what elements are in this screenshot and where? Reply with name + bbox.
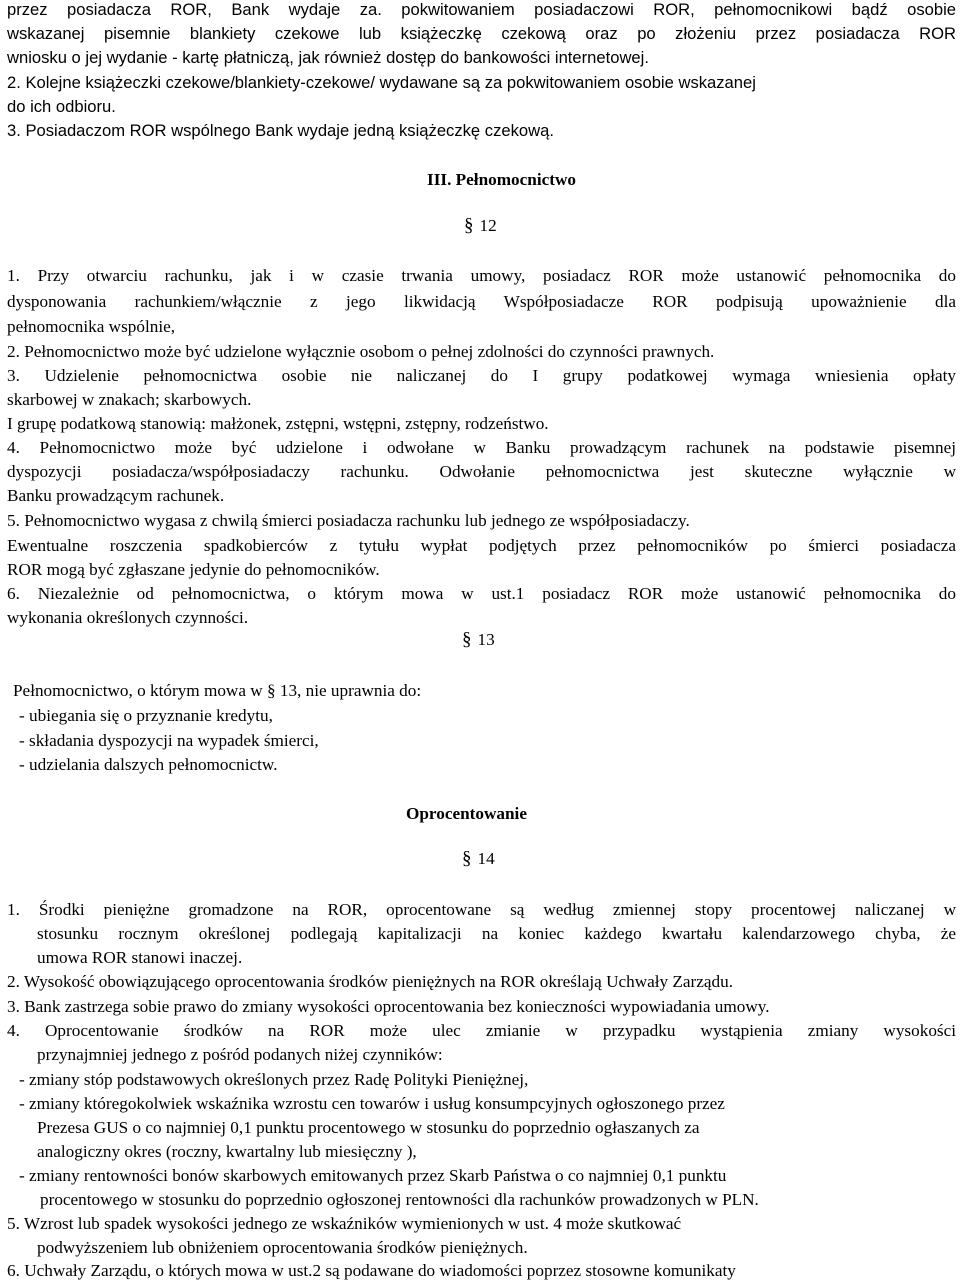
text-line: 4. Pełnomocnictwo może być udzielone i odwołane w Banku prowadzącym rachunek na podstawie pisemnej [7, 438, 956, 457]
text-line: Prezesa GUS o co najmniej 0,1 punktu procentowego w stosunku do poprzednio ogłaszanych za [37, 1118, 700, 1137]
section-heading: Oprocentowanie [406, 804, 527, 823]
text-line: dyspozycji posiadacza/współposiadaczy rachunku. Odwołanie pełnomocnictwa jest skuteczne wyłącznie w [7, 462, 956, 481]
paragraph-number [464, 216, 497, 236]
list-item: - zmiany stóp podstawowych określonych przez Radę Polityki Pieniężnej, [19, 1070, 529, 1089]
section-sign: § [464, 215, 474, 236]
text-line: 6. Niezależnie od pełnomocnictwa, o którym mowa w ust.1 posiadacz ROR może ustanowić pełnomocnika do [7, 584, 956, 603]
text-line: umowa ROR stanowi inaczej. [37, 948, 243, 967]
text-line: 2. Kolejne książeczki czekowe/blankiety-czekowe/ wydawane są za pokwitowaniem osobie wskazanej [7, 73, 756, 92]
text-line: 1. Przy otwarciu rachunku, jak i w czasie trwania umowy, posiadacz ROR może ustanowić pełnomocnika do [7, 266, 956, 285]
list-item: 3. Bank zastrzega sobie prawo do zmiany wysokości oprocentowania bez konieczności wypowiadania umowy. [7, 997, 770, 1016]
list-item: 2. Wysokość obowiązującego oprocentowania środków pieniężnych na ROR określają Uchwały Zarządu. [7, 972, 734, 991]
text-line: 5. Pełnomocnictwo wygasa z chwilą śmierci posiadacza rachunku lub jednego ze współposiadaczy. [7, 511, 690, 530]
section-sign: § [462, 848, 472, 869]
text-line: ROR mogą być zgłaszane jedynie do pełnomocników. [7, 560, 380, 579]
paragraph-number [462, 849, 495, 869]
paragraph-number-value: 12 [479, 216, 497, 235]
text-line: wykonania określonych czynności. [7, 608, 249, 627]
section-heading: III. Pełnomocnictwo [427, 170, 576, 189]
list-item: - udzielania dalszych pełnomocnictw. [19, 755, 278, 774]
text-line: przynajmniej jednego z pośród podanych niżej czynników: [37, 1045, 443, 1064]
paragraph-number-value: 13 [477, 630, 495, 649]
text-line: wskazanej pisemnie blankiety czekowe lub książeczkę czekową oraz po złożeniu przez posiadacza ROR [7, 24, 956, 43]
text-line: Pełnomocnictwo, o którym mowa w § 13, nie uprawnia do: [13, 681, 422, 700]
list-item: - składania dyspozycji na wypadek śmierci, [19, 731, 319, 750]
list-item: 4. Oprocentowanie środków na ROR może ulec zmianie w przypadku wystąpienia zmiany wysokości [7, 1021, 956, 1040]
text-line: 3. Udzielenie pełnomocnictwa osobie nie naliczanej do I grupy podatkowej wymaga wniesienia opłaty [7, 366, 956, 385]
text-line: wniosku o jej wydanie - kartę płatniczą, jak również dostęp do bankowości internetowej. [7, 48, 649, 67]
text-line: I grupę podatkową stanowią: małżonek, zstępni, wstępni, zstępny, rodzeństwo. [7, 414, 549, 433]
text-line: skarbowej w znakach; skarbowych. [7, 390, 252, 409]
text-line: procentowego w stosunku do poprzednio ogłoszonej rentowności dla rachunków prowadzonych w PLN. [40, 1190, 759, 1209]
paragraph-number [462, 630, 495, 650]
text-line: Banku prowadzącym rachunek. [7, 486, 225, 505]
text-line: do ich odbioru. [7, 97, 116, 116]
text-line: pełnomocnika wspólnie, [7, 317, 176, 336]
text-line: 2. Pełnomocnictwo może być udzielone wyłącznie osobom o pełnej zdolności do czynności prawnych. [7, 342, 715, 361]
list-item: 5. Wzrost lub spadek wysokości jednego ze wskaźników wymienionych w ust. 4 może skutkować [7, 1214, 682, 1233]
list-item: - zmiany któregokolwiek wskaźnika wzrostu cen towarów i usług konsumpcyjnych ogłoszonego przez [19, 1094, 725, 1113]
list-item: - zmiany rentowności bonów skarbowych emitowanych przez Skarb Państwa o co najmniej 0,1 punktu [19, 1166, 727, 1185]
text-line: dysponowania rachunkiem/włącznie z jego likwidacją Współposiadacze ROR podpisują upoważnienie dla [7, 292, 956, 311]
text-line: 3. Posiadaczom ROR wspólnego Bank wydaje jedną książeczkę czekową. [7, 121, 554, 140]
list-item: 1. Środki pieniężne gromadzone na ROR, oprocentowane są według zmiennej stopy procentowej naliczanej w [7, 900, 956, 919]
list-item: 6. Uchwały Zarządu, o których mowa w ust.2 są podawane do wiadomości poprzez stosowne komunikaty [7, 1261, 736, 1280]
text-line: podwyższeniem lub obniżeniem oprocentowania środków pieniężnych. [37, 1238, 528, 1257]
list-item: - ubiegania się o przyznanie kredytu, [19, 706, 273, 725]
text-line: analogiczny okres (roczny, kwartalny lub miesięczny ), [37, 1142, 417, 1161]
paragraph-number-value: 14 [477, 849, 495, 868]
section-sign: § [462, 629, 472, 650]
text-line: przez posiadacza ROR, Bank wydaje za. pokwitowaniem posiadaczowi ROR, pełnomocnikowi bądź osobie [7, 0, 956, 19]
text-line: stosunku rocznym określonej podlegają kapitalizacji na koniec każdego kwartału kalendarzowego chyba, że [37, 924, 956, 943]
text-line: Ewentualne roszczenia spadkobierców z tytułu wypłat podjętych przez pełnomocników po śmierci posiadacza [7, 536, 956, 555]
